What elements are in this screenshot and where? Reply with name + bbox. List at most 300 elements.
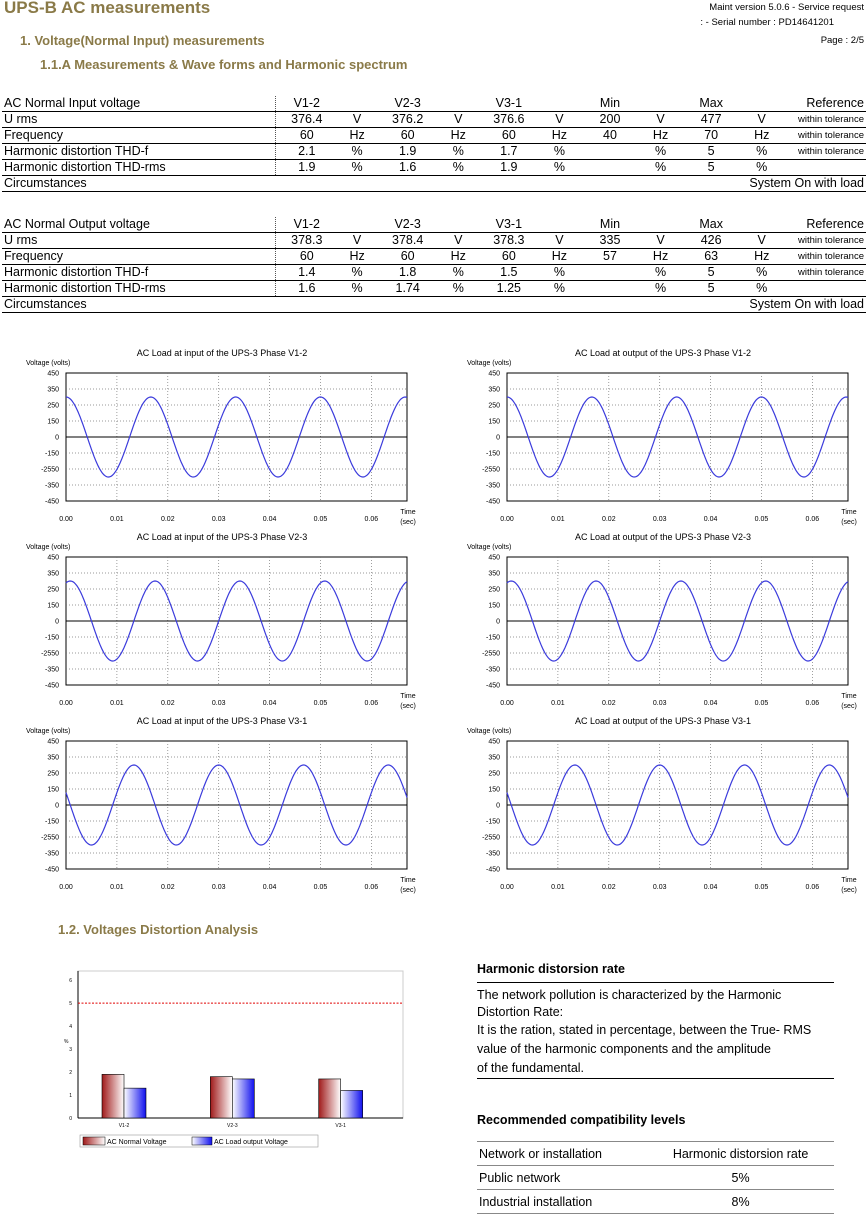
x-tick-label: 0.06	[805, 700, 820, 707]
x-tick-label: 0.06	[364, 700, 379, 707]
harmonic-text-3: It is the ration, stated in percentage, between the True- RMS	[477, 1023, 812, 1037]
bar	[210, 1077, 232, 1118]
y-tick-label: -450	[44, 682, 59, 690]
waveform-svg	[0, 714, 427, 898]
table-row	[2, 112, 866, 128]
value-cell: 2.1	[275, 144, 338, 160]
table-row	[2, 249, 866, 265]
value-cell: 60	[376, 128, 439, 144]
x-tick-label: 0.01	[110, 516, 124, 523]
y-tick-label: 150	[47, 786, 59, 794]
compat-network: Public network	[477, 1166, 647, 1190]
y-axis-label: Voltage (volts)	[467, 728, 512, 735]
y-tick-label: -2550	[482, 834, 500, 842]
x-tick-label: 0.02	[601, 884, 616, 891]
value-cell: Hz	[439, 128, 477, 144]
value-cell: 378.3	[275, 233, 338, 249]
y-tick-label: 0	[55, 618, 59, 626]
y-tick-label: 250	[488, 770, 500, 778]
y-tick-label: -350	[485, 850, 500, 858]
bar-y-tick: 3	[69, 1047, 72, 1054]
reference-cell	[781, 160, 866, 176]
value-cell: %	[540, 160, 578, 176]
y-tick-label: 350	[47, 570, 59, 578]
value-cell: Max	[680, 96, 743, 112]
x-tick-label: 0.04	[703, 516, 718, 523]
value-cell: 1.9	[477, 160, 540, 176]
x-tick-label: 0.03	[652, 884, 667, 891]
y-tick-label: 150	[488, 786, 500, 794]
circumstances-value: System On with load	[275, 176, 866, 192]
value-cell: Hz	[540, 128, 578, 144]
x-axis-label: Time	[400, 509, 416, 516]
x-tick-label: 0.01	[551, 700, 565, 707]
value-cell: %	[641, 144, 679, 160]
y-tick-label: -2550	[482, 466, 500, 474]
bar	[319, 1079, 341, 1118]
bar-category-label: V1-2	[118, 1123, 130, 1129]
waveform-chart	[0, 346, 427, 530]
x-axis-label: Time	[400, 877, 416, 884]
value-cell: Hz	[743, 249, 781, 265]
value-cell: 200	[579, 112, 642, 128]
value-cell: 1.7	[477, 144, 540, 160]
value-cell: Hz	[641, 249, 679, 265]
value-cell: 5	[680, 160, 743, 176]
value-cell	[579, 160, 642, 176]
bar-y-tick: 4	[69, 1024, 72, 1031]
circumstances-row	[2, 297, 866, 313]
legend-label: AC Normal Voltage	[107, 1139, 167, 1146]
value-cell: Min	[579, 96, 642, 112]
x-tick-label: 0.03	[211, 700, 226, 707]
value-cell: 63	[680, 249, 743, 265]
bar-y-tick: 6	[69, 978, 72, 985]
waveform-chart	[441, 714, 868, 898]
x-tick-label: 0.05	[313, 884, 328, 891]
y-tick-label: 0	[496, 618, 500, 626]
section-distortion-analysis: 1.2. Voltages Distortion Analysis	[58, 922, 259, 937]
chart-title: AC Load at output of the UPS-3 Phase V2-3	[574, 532, 752, 542]
bar	[232, 1079, 254, 1118]
value-cell	[338, 96, 376, 112]
value-cell: 1.6	[376, 160, 439, 176]
value-cell: %	[540, 265, 578, 281]
y-tick-label: -150	[485, 450, 500, 458]
value-cell: %	[641, 265, 679, 281]
y-tick-label: 350	[47, 754, 59, 762]
bar-y-tick: 2	[69, 1070, 72, 1077]
value-cell: 1.25	[477, 281, 540, 297]
table-row	[2, 233, 866, 249]
x-tick-label: 0.00	[500, 884, 514, 891]
value-cell: V	[338, 233, 376, 249]
value-cell	[579, 265, 642, 281]
y-tick-label: 450	[488, 370, 500, 378]
y-tick-label: -2550	[482, 650, 500, 658]
x-tick-label: 0.02	[160, 884, 175, 891]
value-cell: V3-1	[477, 217, 540, 233]
waveform-svg	[441, 714, 868, 898]
y-tick-label: 250	[47, 770, 59, 778]
value-cell: 376.4	[275, 112, 338, 128]
reference-cell: within tolerance	[781, 144, 866, 160]
x-tick-label: 0.01	[551, 884, 565, 891]
compat-rate: 8%	[647, 1190, 834, 1214]
value-cell: 477	[680, 112, 743, 128]
y-tick-label: -450	[485, 682, 500, 690]
page-number: Page : 2/5	[820, 35, 864, 46]
x-axis-unit: (sec)	[400, 887, 416, 894]
value-cell: Min	[579, 217, 642, 233]
value-cell: 1.74	[376, 281, 439, 297]
value-cell	[439, 96, 477, 112]
value-cell	[743, 217, 781, 233]
table-row	[2, 128, 866, 144]
table-row	[2, 265, 866, 281]
reference-cell: within tolerance	[781, 265, 866, 281]
y-tick-label: 450	[488, 554, 500, 562]
value-cell: %	[338, 144, 376, 160]
legend-swatch	[192, 1137, 212, 1145]
circumstances-label: Circumstances	[2, 176, 275, 192]
y-tick-label: 450	[47, 738, 59, 746]
reference-cell: within tolerance	[781, 249, 866, 265]
x-tick-label: 0.02	[160, 700, 175, 707]
x-tick-label: 0.04	[262, 884, 277, 891]
x-axis-unit: (sec)	[841, 703, 857, 710]
x-tick-label: 0.00	[59, 516, 73, 523]
y-tick-label: 0	[496, 802, 500, 810]
x-axis-unit: (sec)	[841, 519, 857, 526]
y-tick-label: -150	[44, 634, 59, 642]
y-tick-label: 250	[47, 586, 59, 594]
value-cell: %	[743, 265, 781, 281]
value-cell: 1.9	[376, 144, 439, 160]
x-tick-label: 0.00	[500, 700, 514, 707]
waveform-chart	[441, 530, 868, 714]
row-label: U rms	[2, 112, 275, 128]
value-cell: 57	[579, 249, 642, 265]
y-tick-label: -350	[485, 482, 500, 490]
chart-title: AC Load at input of the UPS-3 Phase V1-2	[136, 348, 308, 358]
x-axis-label: Time	[400, 693, 416, 700]
chart-title: AC Load at input of the UPS-3 Phase V2-3	[136, 532, 308, 542]
value-cell: 60	[275, 128, 338, 144]
table-header-row	[2, 96, 866, 112]
distortion-chart	[58, 963, 410, 1153]
x-tick-label: 0.04	[703, 884, 718, 891]
maint-version: Maint version 5.0.6 - Service request	[709, 2, 864, 13]
compat-col-network: Network or installation	[477, 1142, 647, 1166]
value-cell: 60	[275, 249, 338, 265]
y-tick-label: 450	[488, 738, 500, 746]
value-cell: %	[540, 144, 578, 160]
x-tick-label: 0.05	[313, 516, 328, 523]
waveform-svg	[441, 346, 868, 530]
y-tick-label: -350	[44, 482, 59, 490]
y-tick-label: 150	[47, 602, 59, 610]
x-tick-label: 0.02	[160, 516, 175, 523]
value-cell: V	[439, 112, 477, 128]
bar	[102, 1074, 124, 1118]
bar-y-tick: 1	[69, 1093, 72, 1100]
x-tick-label: 0.06	[364, 884, 379, 891]
value-cell: Hz	[338, 128, 376, 144]
x-axis-label: Time	[841, 509, 857, 516]
section-voltage-measurements: 1. Voltage(Normal Input) measurements	[20, 33, 265, 48]
reference-cell: within tolerance	[781, 128, 866, 144]
value-cell	[579, 281, 642, 297]
value-cell	[743, 96, 781, 112]
x-axis-unit: (sec)	[400, 519, 416, 526]
value-cell: %	[743, 281, 781, 297]
value-cell: Max	[680, 217, 743, 233]
value-cell: %	[439, 265, 477, 281]
harmonic-text-5: of the fundamental.	[477, 1059, 834, 1079]
value-cell: V	[743, 112, 781, 128]
value-cell: %	[338, 160, 376, 176]
value-cell: %	[439, 144, 477, 160]
y-axis-label: Voltage (volts)	[26, 544, 71, 551]
y-tick-label: 150	[47, 418, 59, 426]
value-cell: Hz	[743, 128, 781, 144]
y-tick-label: -450	[485, 498, 500, 506]
value-cell: 1.9	[275, 160, 338, 176]
x-tick-label: 0.06	[364, 516, 379, 523]
reference-cell: Reference	[781, 217, 866, 233]
value-cell: V	[439, 233, 477, 249]
y-tick-label: 150	[488, 418, 500, 426]
chart-title: AC Load at output of the UPS-3 Phase V3-1	[574, 716, 752, 726]
x-tick-label: 0.05	[754, 516, 769, 523]
bar	[341, 1090, 363, 1118]
chart-title: AC Load at output of the UPS-3 Phase V1-2	[574, 348, 752, 358]
value-cell: 376.6	[477, 112, 540, 128]
input-voltage-table	[2, 96, 866, 192]
value-cell: V	[540, 233, 578, 249]
value-cell: V	[540, 112, 578, 128]
value-cell: V	[641, 112, 679, 128]
y-tick-label: 350	[488, 386, 500, 394]
value-cell	[540, 96, 578, 112]
value-cell: 5	[680, 144, 743, 160]
row-label: U rms	[2, 233, 275, 249]
reference-cell: Reference	[781, 96, 866, 112]
x-tick-label: 0.03	[211, 516, 226, 523]
table-row	[2, 160, 866, 176]
value-cell: V	[641, 233, 679, 249]
y-tick-label: 250	[488, 586, 500, 594]
page-title: UPS-B AC measurements	[4, 0, 211, 17]
reference-cell	[781, 281, 866, 297]
y-tick-label: -450	[485, 866, 500, 874]
y-tick-label: 0	[55, 802, 59, 810]
distortion-bar-chart	[58, 963, 410, 1153]
value-cell: %	[338, 281, 376, 297]
x-axis-label: Time	[841, 877, 857, 884]
compat-rate: 5%	[647, 1166, 834, 1190]
serial-number: : - Serial number : PD14641201	[700, 17, 834, 28]
value-cell: V	[743, 233, 781, 249]
x-tick-label: 0.04	[262, 516, 277, 523]
y-tick-label: -350	[485, 666, 500, 674]
y-tick-label: 350	[488, 754, 500, 762]
x-tick-label: 0.03	[652, 516, 667, 523]
row-label: Harmonic distortion THD-f	[2, 144, 275, 160]
value-cell: 5	[680, 281, 743, 297]
x-tick-label: 0.01	[551, 516, 565, 523]
x-tick-label: 0.06	[805, 884, 820, 891]
value-cell: 60	[477, 128, 540, 144]
value-cell	[641, 217, 679, 233]
value-cell: V3-1	[477, 96, 540, 112]
y-tick-label: -350	[44, 850, 59, 858]
y-tick-label: -150	[44, 818, 59, 826]
y-tick-label: -2550	[41, 650, 59, 658]
value-cell: %	[743, 160, 781, 176]
value-cell: V	[338, 112, 376, 128]
value-cell: 60	[477, 249, 540, 265]
x-tick-label: 0.00	[59, 884, 73, 891]
value-cell: %	[641, 160, 679, 176]
value-cell: 378.4	[376, 233, 439, 249]
section-waveforms: 1.1.A Measurements & Wave forms and Harmonic spectrum	[40, 57, 408, 72]
y-tick-label: 450	[47, 554, 59, 562]
x-tick-label: 0.00	[500, 516, 514, 523]
compat-heading	[477, 1113, 834, 1127]
compat-header-row	[477, 1142, 834, 1166]
circumstances-row	[2, 176, 866, 192]
value-cell: Hz	[540, 249, 578, 265]
harmonic-text-1: The network pollution is characterized by the Harmonic	[477, 988, 782, 1002]
y-tick-label: -2550	[41, 466, 59, 474]
value-cell: V2-3	[376, 217, 439, 233]
row-label: Frequency	[2, 128, 275, 144]
y-tick-label: 250	[47, 402, 59, 410]
value-cell	[540, 217, 578, 233]
value-cell: V1-2	[275, 217, 338, 233]
row-label: Frequency	[2, 249, 275, 265]
value-cell: %	[743, 144, 781, 160]
y-tick-label: 150	[488, 602, 500, 610]
x-tick-label: 0.05	[754, 700, 769, 707]
value-cell: 60	[376, 249, 439, 265]
x-tick-label: 0.06	[805, 516, 820, 523]
value-cell	[579, 144, 642, 160]
circumstances-value: System On with load	[275, 297, 866, 313]
y-tick-label: -2550	[41, 834, 59, 842]
value-cell: 335	[579, 233, 642, 249]
x-tick-label: 0.05	[313, 700, 328, 707]
value-cell	[338, 217, 376, 233]
bar-category-label: V2-3	[227, 1123, 238, 1129]
value-cell: 1.4	[275, 265, 338, 281]
x-tick-label: 0.01	[110, 700, 124, 707]
y-tick-label: -150	[44, 450, 59, 458]
x-axis-unit: (sec)	[400, 703, 416, 710]
value-cell: V2-3	[376, 96, 439, 112]
chart-title: AC Load at input of the UPS-3 Phase V3-1	[136, 716, 308, 726]
x-tick-label: 0.00	[59, 700, 73, 707]
bar-y-tick: 0	[69, 1116, 72, 1122]
row-label: Harmonic distortion THD-rms	[2, 281, 275, 297]
y-axis-label: Voltage (volts)	[26, 728, 71, 735]
y-axis-label: Voltage (volts)	[467, 360, 512, 367]
y-axis-label: Voltage (volts)	[26, 360, 71, 367]
harmonic-info-panel	[477, 962, 834, 1079]
waveform-svg	[441, 530, 868, 714]
waveform-chart	[0, 714, 427, 898]
value-cell: Hz	[641, 128, 679, 144]
y-tick-label: -150	[485, 818, 500, 826]
y-tick-label: -150	[485, 634, 500, 642]
table-header-row	[2, 217, 866, 233]
y-tick-label: 250	[488, 402, 500, 410]
value-cell: %	[641, 281, 679, 297]
circumstances-label: Circumstances	[2, 297, 275, 313]
x-tick-label: 0.03	[211, 884, 226, 891]
x-tick-label: 0.01	[110, 884, 124, 891]
waveform-chart	[441, 346, 868, 530]
y-tick-label: 450	[47, 370, 59, 378]
bar-category-label: V3-1	[335, 1123, 346, 1129]
value-cell: Hz	[439, 249, 477, 265]
row-label: Harmonic distortion THD-rms	[2, 160, 275, 176]
x-tick-label: 0.02	[601, 516, 616, 523]
y-tick-label: -350	[44, 666, 59, 674]
y-axis-label: Voltage (volts)	[467, 544, 512, 551]
reference-cell: within tolerance	[781, 112, 866, 128]
legend-label: AC Load output Voltage	[214, 1139, 288, 1146]
x-tick-label: 0.02	[601, 700, 616, 707]
harmonic-rate-heading: Harmonic distorsion rate	[477, 962, 834, 983]
value-cell: 40	[579, 128, 642, 144]
value-cell	[439, 217, 477, 233]
value-cell	[641, 96, 679, 112]
value-cell: %	[439, 160, 477, 176]
bar-y-label: %	[64, 1039, 69, 1045]
value-cell: 378.3	[477, 233, 540, 249]
value-cell: 5	[680, 265, 743, 281]
compat-row	[477, 1190, 834, 1214]
compat-row	[477, 1166, 834, 1190]
bar-y-tick: 5	[69, 1001, 72, 1008]
value-cell: %	[338, 265, 376, 281]
harmonic-text-2: Distortion Rate:	[477, 1005, 564, 1019]
value-cell: 1.6	[275, 281, 338, 297]
value-cell: 376.2	[376, 112, 439, 128]
compat-network: Industrial installation	[477, 1190, 647, 1214]
row-label: Harmonic distortion THD-f	[2, 265, 275, 281]
reference-cell: within tolerance	[781, 233, 866, 249]
row-label: AC Normal Input voltage	[2, 96, 275, 112]
legend-swatch	[83, 1137, 105, 1145]
row-label: AC Normal Output voltage	[2, 217, 275, 233]
x-tick-label: 0.05	[754, 884, 769, 891]
compat-title: Recommended compatibility levels	[477, 1113, 686, 1127]
y-tick-label: 0	[496, 434, 500, 442]
y-tick-label: 350	[488, 570, 500, 578]
value-cell: 1.5	[477, 265, 540, 281]
output-voltage-table	[2, 217, 866, 313]
value-cell: %	[439, 281, 477, 297]
y-tick-label: -450	[44, 866, 59, 874]
value-cell: 1.8	[376, 265, 439, 281]
value-cell: Hz	[338, 249, 376, 265]
waveform-svg	[0, 530, 427, 714]
waveform-svg	[0, 346, 427, 530]
